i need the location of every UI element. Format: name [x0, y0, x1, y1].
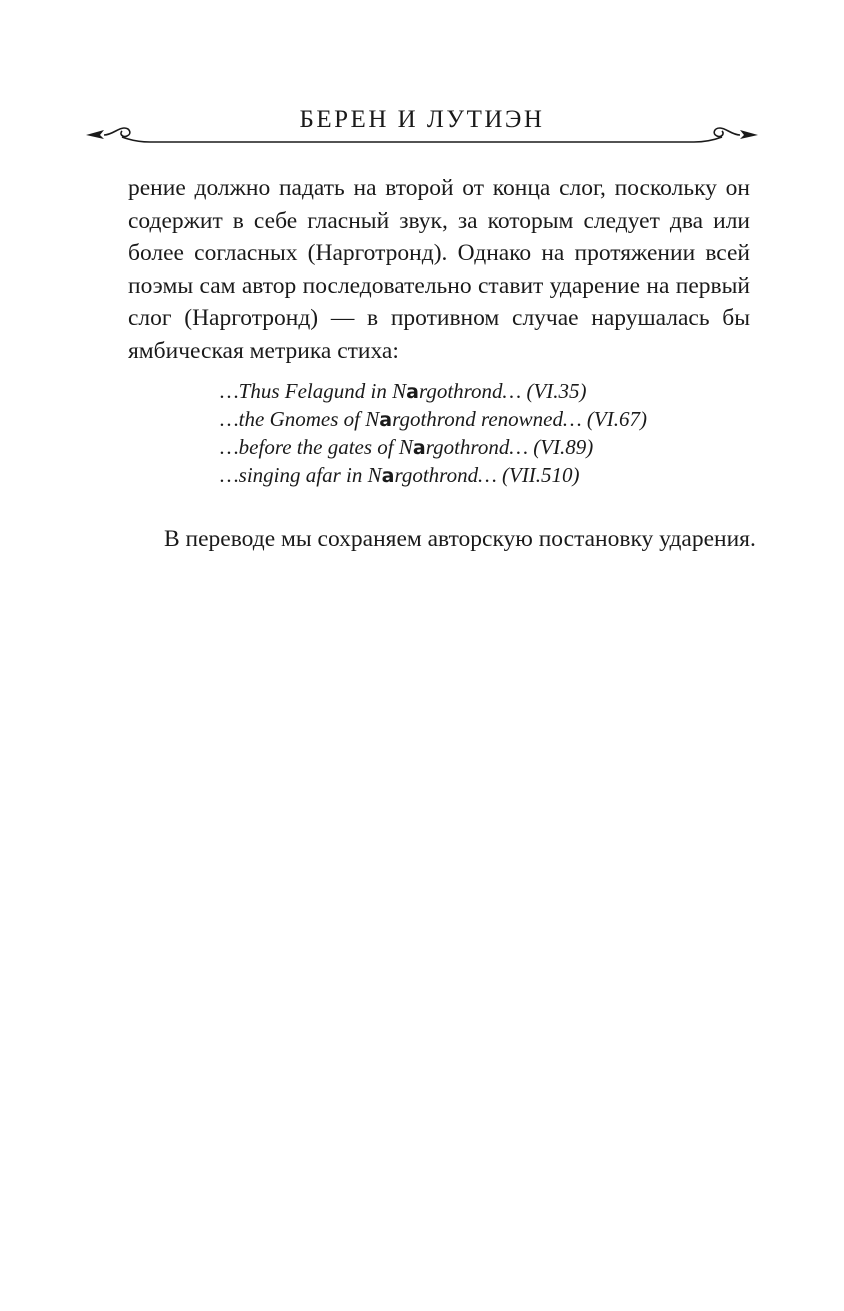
running-head	[0, 100, 844, 160]
verse-quotes	[220, 378, 647, 490]
body-paragraph: рение должно падать на второй от конца слог, поскольку он содержит в себе гласный звук, за которым следует два или более согласных (Нарготронд). Однако на протяжении всей поэмы сам автор последовательно ставит ударение на первый слог (Нарготронд) — в противном случае нарушалась бы ямбическая метрика стиха:	[128, 175, 750, 364]
left-arrow-tip	[86, 130, 104, 139]
stress-mark: a	[379, 409, 393, 431]
running-title: БЕРЕН И ЛУТИЭН	[299, 106, 545, 133]
closing-paragraph: В переводе мы сохраняем авторскую постановку ударения.	[164, 526, 756, 552]
stress-mark: a	[412, 437, 426, 459]
verse-line: …before the gates of Nargothrond… (VI.89)	[220, 435, 594, 459]
main-rule	[122, 137, 722, 142]
stress-mark: a	[406, 381, 419, 403]
left-scroll-curl	[104, 128, 130, 137]
right-scroll-curl	[714, 128, 740, 137]
flourish-rule-ornament	[0, 118, 844, 154]
right-arrow-tip	[740, 130, 758, 139]
stress-mark: a	[381, 465, 395, 487]
verse-line: …the Gnomes of Nargothrond renowned… (VI.67)	[220, 407, 647, 431]
verse-line: …singing afar in Nargothrond… (VII.510)	[220, 463, 580, 487]
verse-line: …Thus Felagund in Nargothrond… (VI.35)	[220, 379, 587, 403]
